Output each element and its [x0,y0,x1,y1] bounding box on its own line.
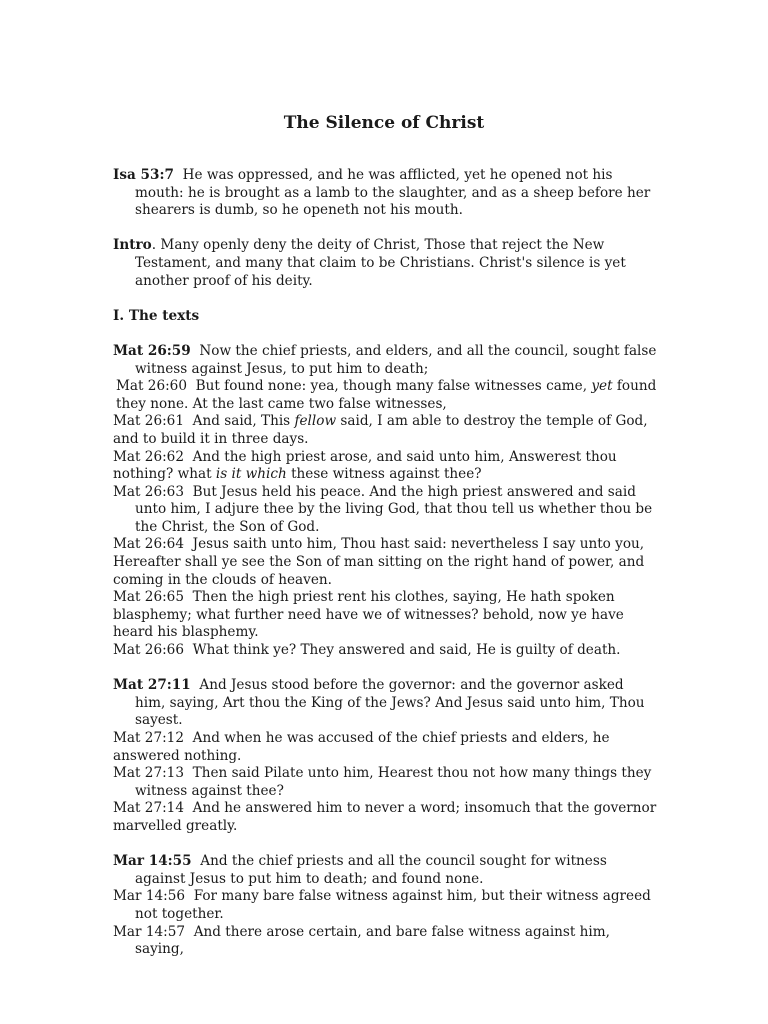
verse-mat-27-11 [113,677,658,730]
verse-text: Then the high priest rent his clothes, saying, He hath spoken blasphemy; what further need have we of witnesses? behold, now ye have heard his blasphemy. [113,589,624,641]
verse-text: Now the chief priests, and elders, and all the council, sought false witness against Jesus, to put him to death; [135,342,657,377]
verse-ref: Mat 26:61 [113,413,184,430]
verse-ref: Isa 53:7 [113,167,174,183]
verse-ref: Mat 26:64 [113,536,184,553]
verse-ref: Mar 14:56 [113,888,186,905]
verse-ref: Mar 14:57 [113,923,186,940]
verse-text: these witness against thee? [286,466,482,483]
verse-text: What think ye? They answered and said, He is guilty of death. [192,642,621,659]
verse-text: And Jesus stood before the governor: and the governor asked him, saying, Art thou the King of the Jews? And Jesus said unto him, Thou sayest. [135,677,645,729]
document-body [113,167,658,959]
verse-ref: Mat 27:14 [113,800,184,817]
verse-ref: Mat 26:59 [113,342,191,359]
verse-mat-26-65 [113,589,658,642]
verse-mat-26-60 [113,378,658,413]
verse-mat-26-61 [113,413,658,448]
verse-mat-26-63 [113,484,658,537]
verse-ref: Mat 27:11 [113,677,191,694]
verse-mat-26-66 [113,642,658,660]
verse-mat-27-13 [113,765,658,800]
section-heading: I. The texts [113,307,200,324]
verse-mar-14-55 [113,853,658,888]
verse-text: said, I am able to destroy the temple of God, and to build it in three days. [113,413,648,447]
intro-label: Intro [113,237,152,254]
isa-verse [113,167,658,220]
verse-ref: Mat 26:60 [116,378,187,395]
verse-italic: is it which [215,466,287,483]
verse-text: Then said Pilate unto him, Hearest thou not how many things they witness against thee? [135,765,652,799]
verse-text: But Jesus held his peace. And the high priest answered and said unto him, I adjure thee by the living God, that thou tell us whether thou be the Christ, the Son of God. [135,483,653,535]
verse-text: But found none: yea, though many false witnesses came, [195,378,592,395]
verse-mat-27-14 [113,800,658,835]
verse-text: He was oppressed, and he was afflicted, yet he opened not his mouth: he is brought as a lamb to the slaughter, and as a sheep before her shearers is dumb, so he openeth not his mouth. [135,167,651,219]
verse-text: And when he was accused of the chief priests and elders, he answered nothing. [113,730,610,764]
verse-text: And the chief priests and all the council sought for witness against Jesus to put him to death; and found none. [135,853,607,887]
verse-ref: Mat 26:62 [113,448,184,465]
verse-text: And there arose certain, and bare false witness against him, saying, [135,923,610,958]
verse-italic: yet [591,378,613,395]
verse-text: Jesus saith unto him, Thou hast said: nevertheless I say unto you, Hereafter shall ye see the Son of man sitting on the right hand of power, and coming in the clouds of heaven. [113,536,645,588]
verse-mat-27-12 [113,730,658,765]
verse-mar-14-57 [113,924,658,959]
verse-ref: Mat 27:12 [113,730,184,746]
verse-text: And said, This [192,413,295,430]
page-title: The Silence of Christ [283,113,485,133]
verse-italic: fellow [294,413,337,430]
intro-paragraph [113,237,658,290]
verse-ref: Mat 27:13 [113,765,184,782]
intro-text: . Many openly deny the deity of Christ, Those that reject the New Testament, and many that claim to be Christians. Christ's silence is yet another proof of his deity. [135,237,626,289]
verse-text: For many bare false witness against him, but their witness agreed not together. [135,888,651,922]
verse-ref: Mat 26:63 [113,483,184,500]
verse-text: And he answered him to never a word; insomuch that the governor marvelled greatly. [113,800,657,834]
verse-mat-26-59 [113,343,658,378]
verse-mat-26-62 [113,449,658,484]
verse-text: found they none. At the last came two false witnesses, [116,378,657,412]
verse-ref: Mat 26:65 [113,589,184,606]
verse-mar-14-56 [113,888,658,923]
verse-ref: Mat 26:66 [113,642,184,659]
verse-ref: Mar 14:55 [113,853,192,870]
verse-mat-26-64 [113,536,658,589]
verse-text: And the high priest arose, and said unto him, Answerest thou nothing? what [113,448,617,483]
